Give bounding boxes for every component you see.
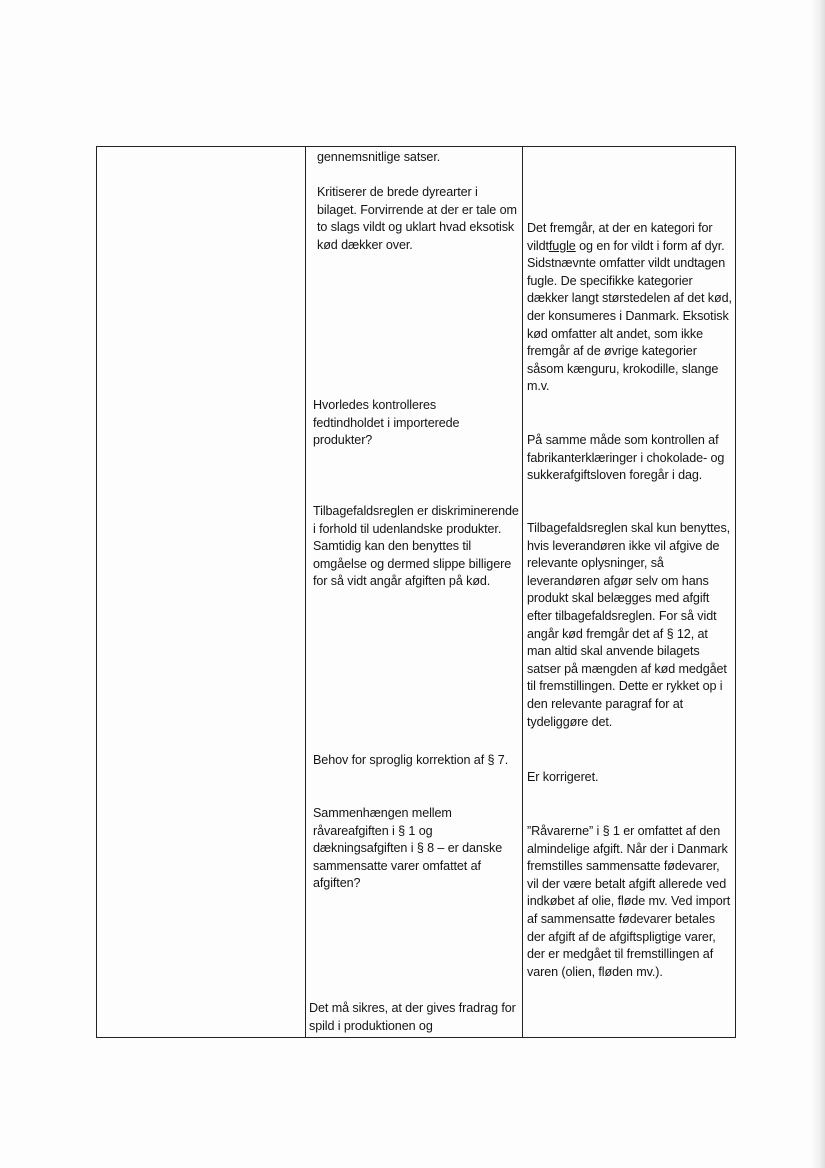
comment-cell: Sammenhængen mellem råvareafgiften i § 1 og dækningsafgiften i § 8 – er danske sammensatte varer omfattet af afgiften?	[313, 806, 503, 891]
scan-shadow	[811, 0, 825, 1168]
comments-table	[96, 146, 736, 1038]
comment-cell: Kritiserer de brede dyrearter i bilaget. Forvirrende at der er tale om to slags vildt og uklart hvad eksotisk kød dækker over.	[317, 185, 517, 252]
column-divider-2	[522, 147, 523, 1037]
comment-cell: gennemsnitlige satser.	[317, 150, 441, 164]
underlined-word: fugle	[548, 238, 576, 253]
comment-cell: Hvorledes kontrolleres fedtindholdet i importerede produkter?	[313, 398, 460, 448]
response-cell: Det fremgår, at der en kategori for vildtfugle og en for vildt i form af dyr. Sidstnævnte omfatter vildt undtagen fugle. De specifikke kategorier dækker langt størstedelen af det kød, der konsumeres i Danmark. Eksotisk kød omfatter alt andet, som ikke fremgår af de øvrige kategorier såsom kænguru, krokodille, slange m.v.	[527, 221, 732, 394]
column-divider-1	[305, 147, 306, 1037]
comment-cell: Behov for sproglig korrektion af § 7.	[313, 753, 509, 767]
comment-cell: Tilbagefaldsreglen er diskriminerende i forhold til udenlandske produkter. Samtidig kan den benyttes til omgåelse og dermed slippe billigere for så vidt angår afgiften på kød.	[313, 504, 519, 589]
response-cell: Er korrigeret.	[527, 770, 599, 784]
response-cell: Tilbagefaldsreglen skal kun benyttes, hvis leverandøren ikke vil afgive de relevante oplysninger, så leverandøren afgør selv om hans produkt skal belægges med afgift efter tilbagefaldsreglen. For så vidt angår kød fremgår det af § 12, at man altid skal anvende bilagets satser på mængden af kød medgået til fremstillingen. Dette er rykket op i den relevante paragraf for at tydeliggøre det.	[527, 521, 731, 729]
response-cell: ”Råvarerne” i § 1 er omfattet af den almindelige afgift. Når der i Danmark fremstilles sammensatte fødevarer, vil der være betalt afgift allerede ved indkøbet af olie, fløde mv. Ved import af sammensatte fødevarer betales der afgift af de afgiftspligtige varer, der er medgået til fremstillingen af varen (olien, fløden mv.).	[527, 824, 731, 979]
comment-cell: Det må sikres, at der gives fradrag for spild i produktionen og	[309, 1001, 516, 1033]
response-cell: På samme måde som kontrollen af fabrikanterklæringer i chokolade- og sukkerafgiftsloven foregår i dag.	[527, 433, 725, 483]
